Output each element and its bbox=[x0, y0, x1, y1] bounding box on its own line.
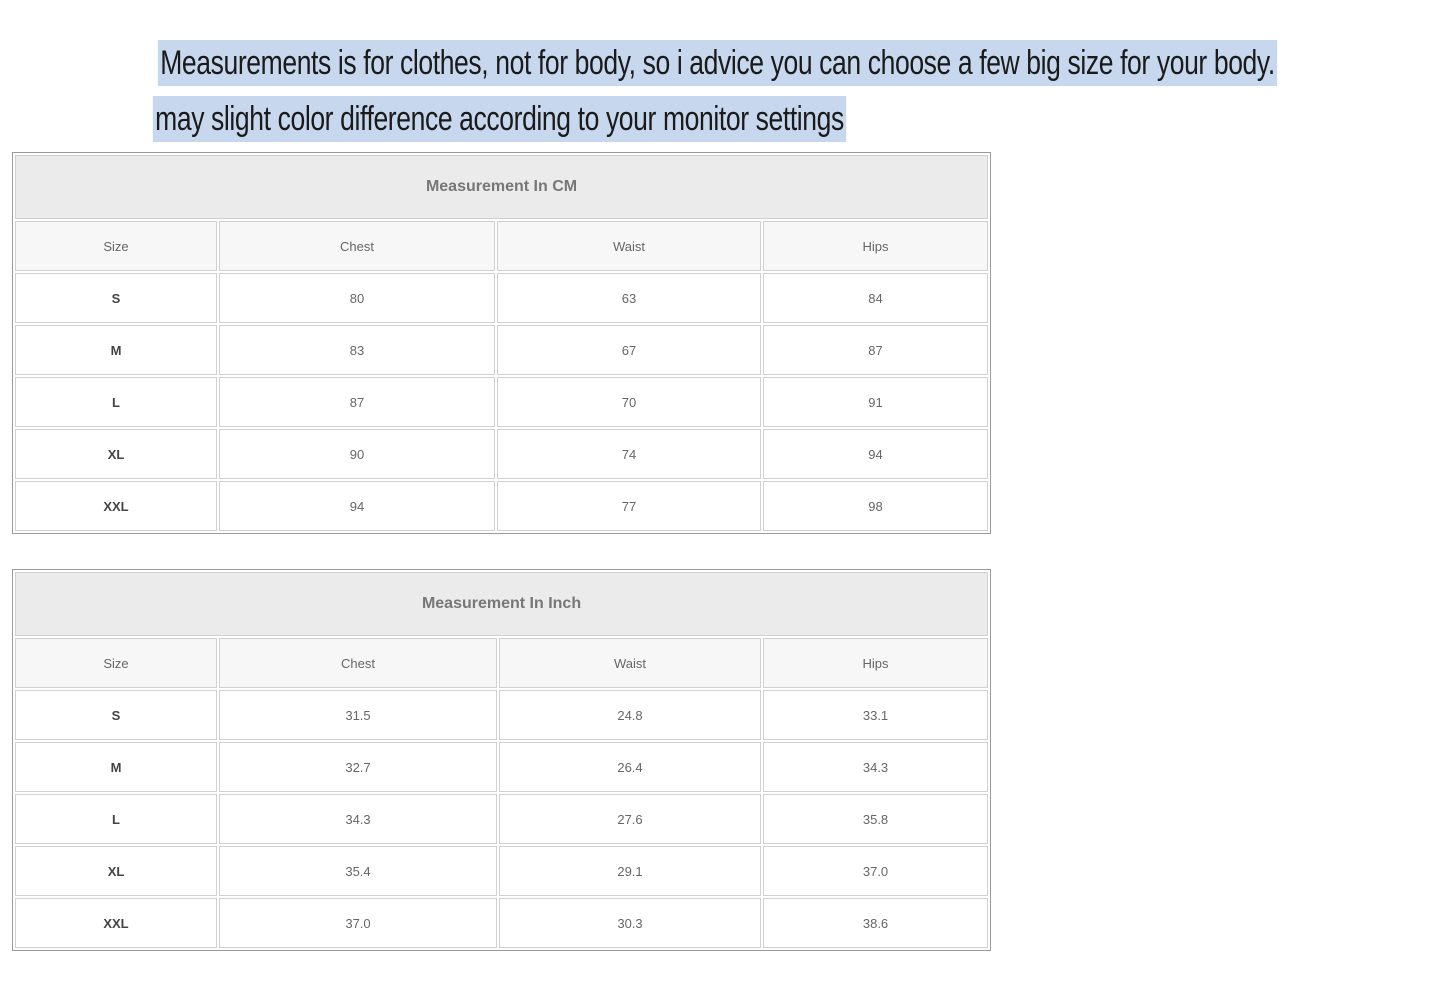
column-header-hips: Hips bbox=[763, 638, 988, 688]
size-cell: M bbox=[15, 325, 217, 375]
chest-cell: 34.3 bbox=[219, 794, 497, 844]
column-header-size: Size bbox=[15, 221, 217, 271]
header-row bbox=[15, 638, 988, 688]
hips-cell: 37.0 bbox=[763, 846, 988, 896]
table-row bbox=[15, 898, 988, 948]
hips-cell: 94 bbox=[763, 429, 988, 479]
waist-cell: 27.6 bbox=[499, 794, 761, 844]
table-row bbox=[15, 794, 988, 844]
size-cell: XL bbox=[15, 846, 217, 896]
size-chart-cm bbox=[12, 152, 991, 534]
size-cell: S bbox=[15, 690, 217, 740]
table-row bbox=[15, 742, 988, 792]
hips-cell: 35.8 bbox=[763, 794, 988, 844]
size-cell: XL bbox=[15, 429, 217, 479]
chest-cell: 80 bbox=[219, 273, 495, 323]
chest-cell: 94 bbox=[219, 481, 495, 531]
table-row bbox=[15, 325, 988, 375]
hips-cell: 98 bbox=[763, 481, 988, 531]
size-advice-notice bbox=[0, 40, 1275, 86]
column-header-waist: Waist bbox=[499, 638, 761, 688]
waist-cell: 29.1 bbox=[499, 846, 761, 896]
chest-cell: 83 bbox=[219, 325, 495, 375]
chest-cell: 37.0 bbox=[219, 898, 497, 948]
color-disclaimer-notice bbox=[0, 96, 1000, 142]
table-row bbox=[15, 846, 988, 896]
table-title: Measurement In Inch bbox=[15, 572, 988, 636]
table-row bbox=[15, 377, 988, 427]
table-row bbox=[15, 690, 988, 740]
size-cell: S bbox=[15, 273, 217, 323]
column-header-chest: Chest bbox=[219, 638, 497, 688]
waist-cell: 67 bbox=[497, 325, 761, 375]
waist-cell: 77 bbox=[497, 481, 761, 531]
color-disclaimer-text: may slight color difference according to your monitor settings bbox=[153, 96, 846, 142]
column-header-waist: Waist bbox=[497, 221, 761, 271]
column-header-hips: Hips bbox=[763, 221, 988, 271]
waist-cell: 70 bbox=[497, 377, 761, 427]
column-header-size: Size bbox=[15, 638, 217, 688]
chest-cell: 90 bbox=[219, 429, 495, 479]
table-title: Measurement In CM bbox=[15, 155, 988, 219]
chest-cell: 31.5 bbox=[219, 690, 497, 740]
chest-cell: 87 bbox=[219, 377, 495, 427]
table-row bbox=[15, 273, 988, 323]
waist-cell: 26.4 bbox=[499, 742, 761, 792]
size-cell: L bbox=[15, 794, 217, 844]
hips-cell: 84 bbox=[763, 273, 988, 323]
table-row bbox=[15, 481, 988, 531]
table-row bbox=[15, 429, 988, 479]
chest-cell: 35.4 bbox=[219, 846, 497, 896]
hips-cell: 87 bbox=[763, 325, 988, 375]
size-cell: L bbox=[15, 377, 217, 427]
hips-cell: 91 bbox=[763, 377, 988, 427]
hips-cell: 33.1 bbox=[763, 690, 988, 740]
waist-cell: 24.8 bbox=[499, 690, 761, 740]
hips-cell: 34.3 bbox=[763, 742, 988, 792]
size-cell: XXL bbox=[15, 481, 217, 531]
waist-cell: 74 bbox=[497, 429, 761, 479]
hips-cell: 38.6 bbox=[763, 898, 988, 948]
waist-cell: 30.3 bbox=[499, 898, 761, 948]
chest-cell: 32.7 bbox=[219, 742, 497, 792]
size-cell: M bbox=[15, 742, 217, 792]
size-advice-text: Measurements is for clothes, not for body, so i advice you can choose a few big size for your body. bbox=[158, 40, 1277, 86]
header-row bbox=[15, 221, 988, 271]
waist-cell: 63 bbox=[497, 273, 761, 323]
size-chart-inch bbox=[12, 569, 991, 951]
column-header-chest: Chest bbox=[219, 221, 495, 271]
size-cell: XXL bbox=[15, 898, 217, 948]
